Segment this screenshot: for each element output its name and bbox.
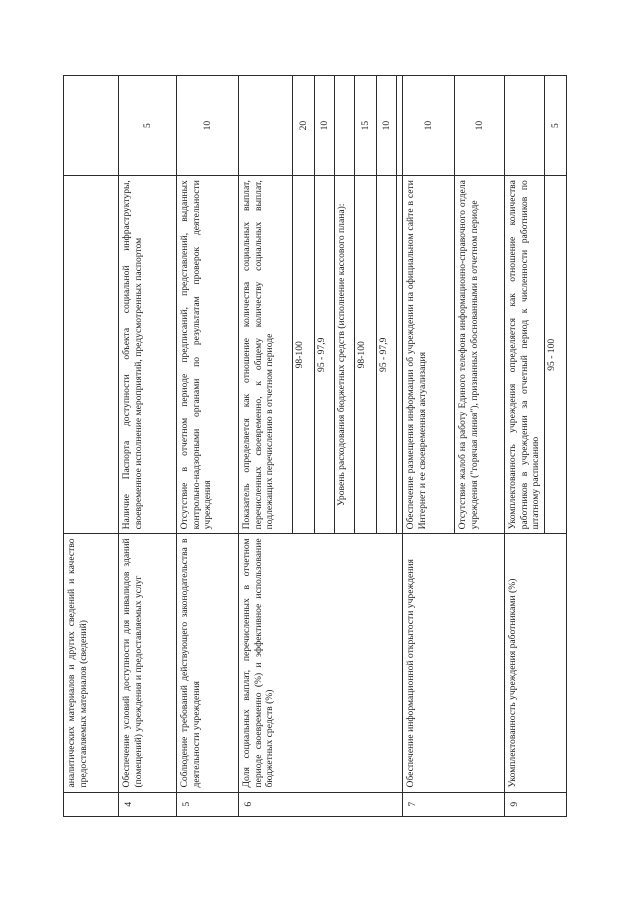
score-cell: 15 — [355, 76, 377, 176]
row-number: 6 — [239, 792, 403, 816]
range-cell: 98-100 — [293, 176, 315, 534]
criterion-text: Показатель определяется как отношение количества социальных выплат, перечисленных своевременно, к общему количеству социальных выплат, подлежащих перечислению в отчетном периоде — [239, 176, 293, 534]
criterion-text: Отсутствие в отчетном периоде предписаний, представлений, выданных контрольно-надзорными органами по результатам проверок деятельности учреждения — [177, 176, 239, 534]
indicator-name: Доля социальных выплат, перечисленных в отчетном периоде своевременно (%) и эффективное использование бюджетных средств (%) — [239, 534, 403, 792]
budget-heading: Уровень расходования бюджетных средств (исполнение кассового плана): — [335, 176, 355, 534]
table-row — [505, 76, 545, 817]
table-row — [239, 76, 293, 817]
indicator-name: Соблюдение требований действующего законодательства в деятельности учреждения — [177, 534, 239, 792]
row-number: 7 — [403, 792, 505, 816]
criterion-text: Отсутствие жалоб на работу Единого телефона информационно-справочного отдела учреждения ("горячая линия"), признанных обоснованными в отчетном периоде — [455, 176, 505, 534]
row-number: 4 — [119, 792, 177, 816]
score-cell: 5 — [119, 76, 177, 176]
score-cell: 10 — [377, 76, 397, 176]
score-cell — [335, 76, 355, 176]
criterion-text — [64, 176, 119, 534]
indicator-name: Обеспечение условий доступности для инвалидов зданий (помещений) учреждения и предоставляемых услуг — [119, 534, 177, 792]
range-cell: 95 - 97,9 — [377, 176, 397, 534]
score-cell — [64, 76, 119, 176]
criteria-table — [63, 75, 567, 817]
score-cell: 5 — [545, 76, 567, 176]
score-cell: 10 — [455, 76, 505, 176]
criterion-text: Укомплектованность учреждения определяется как отношение количества работников в учреждении за отчетный период к численности работников по штатному расписанию — [505, 176, 545, 534]
score-cell: 10 — [403, 76, 455, 176]
row-number: 5 — [177, 792, 239, 816]
score-cell: 10 — [177, 76, 239, 176]
score-cell: 10 — [315, 76, 335, 176]
row-number — [64, 792, 119, 816]
table-row — [177, 76, 239, 817]
indicator-name: Укомплектованность учреждения работниками (%) — [505, 534, 567, 792]
row-number: 9 — [505, 792, 567, 816]
score-cell: 20 — [293, 76, 315, 176]
score-cell — [239, 76, 293, 176]
criterion-text: Наличие Паспорта доступности объекта социальной инфраструктуры, своевременное исполнение мероприятий, предусмотренных паспортом — [119, 176, 177, 534]
range-cell: 98-100 — [355, 176, 377, 534]
criterion-text: Обеспечение размещения информации об учреждении на официальном сайте в сети Интернет и ее своевременная актуализация — [403, 176, 455, 534]
range-cell: 95 - 100 — [545, 176, 567, 534]
table-row — [403, 76, 455, 817]
table-row — [64, 76, 119, 817]
indicator-name: Обеспечение информационной открытости учреждения — [403, 534, 505, 792]
score-cell — [505, 76, 545, 176]
table-row — [119, 76, 177, 817]
range-cell: 95 - 97,9 — [315, 176, 335, 534]
indicator-name: аналитических материалов и других сведений и качество предоставляемых материалов (сведений) — [64, 534, 119, 792]
